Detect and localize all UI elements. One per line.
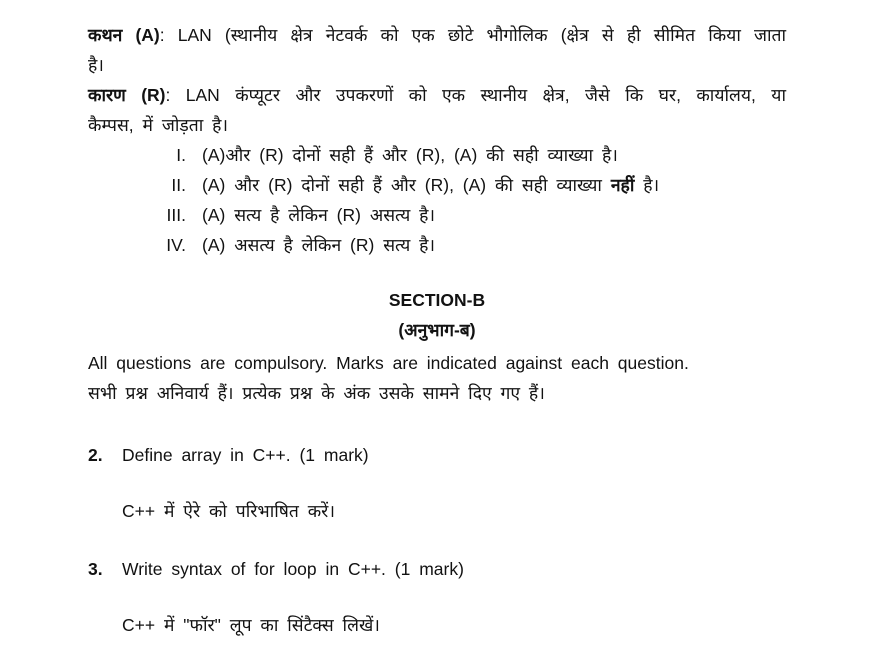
assertion-line-1 xyxy=(88,20,786,50)
option-text-2 xyxy=(186,170,659,200)
option-text-2-bold: नहीं xyxy=(610,175,635,195)
assertion-label: कथन (A) xyxy=(88,25,160,45)
option-numeral-1: I. xyxy=(176,145,186,165)
option-text-1: (A)और (R) दोनों सही हैं और (R), (A) की सही व्याख्या है। xyxy=(202,145,618,165)
instruction-hindi: सभी प्रश्न अनिवार्य हैं। प्रत्येक प्रश्न के अंक उसके सामने दिए गए हैं। xyxy=(88,383,545,403)
option-text-2-after: है। xyxy=(634,175,660,195)
question-text-3: Write syntax of for loop in C++. (1 mark) xyxy=(122,559,464,579)
section-title: SECTION-B xyxy=(388,290,486,310)
section-instructions xyxy=(88,348,786,408)
assertion-text: : LAN (स्थानीय क्षेत्र नेटवर्क को एक छोटे भौगोलिक (क्षेत्र से ही सीमित किया जाता xyxy=(159,25,786,45)
option-row-1 xyxy=(88,140,786,170)
reason-line-1 xyxy=(88,80,786,110)
option-row-2 xyxy=(88,170,786,200)
option-row-4 xyxy=(88,230,786,260)
question-number-3: 3. xyxy=(88,559,103,579)
option-text-4: (A) असत्य है लेकिन (R) सत्य है। xyxy=(202,235,436,255)
assertion-line-2: है। xyxy=(88,55,104,75)
question-row-3 xyxy=(88,554,786,584)
question-translation-3: C++ में "फॉर" लूप का सिंटैक्स लिखें। xyxy=(122,615,380,635)
reason-text: : LAN कंप्यूटर और उपकरणों को एक स्थानीय क्षेत्र, जैसे कि घर, कार्यालय, या xyxy=(165,85,786,105)
question-text-2: Define array in C++. (1 mark) xyxy=(122,445,369,465)
option-row-3 xyxy=(88,200,786,230)
option-numeral-3: III. xyxy=(166,205,186,225)
question-translation-2: C++ में ऐरे को परिभाषित करें। xyxy=(122,501,335,521)
question-number-2: 2. xyxy=(88,445,103,465)
question-row-2 xyxy=(88,440,786,470)
option-numeral-4: IV. xyxy=(166,235,186,255)
option-numeral-2: II. xyxy=(171,175,186,195)
reason-line-2: कैम्पस, में जोड़ता है। xyxy=(88,115,229,135)
options-list xyxy=(88,140,786,260)
reason-label: कारण (R) xyxy=(88,85,166,105)
option-text-2-before: (A) और (R) दोनों सही हैं और (R), (A) की सही व्याख्या xyxy=(202,175,611,195)
option-text-3: (A) सत्य है लेकिन (R) असत्य है। xyxy=(202,205,436,225)
section-subtitle: (अनुभाग-ब) xyxy=(398,320,476,340)
instruction-english: All questions are compulsory. Marks are indicated against each question. xyxy=(88,353,689,373)
